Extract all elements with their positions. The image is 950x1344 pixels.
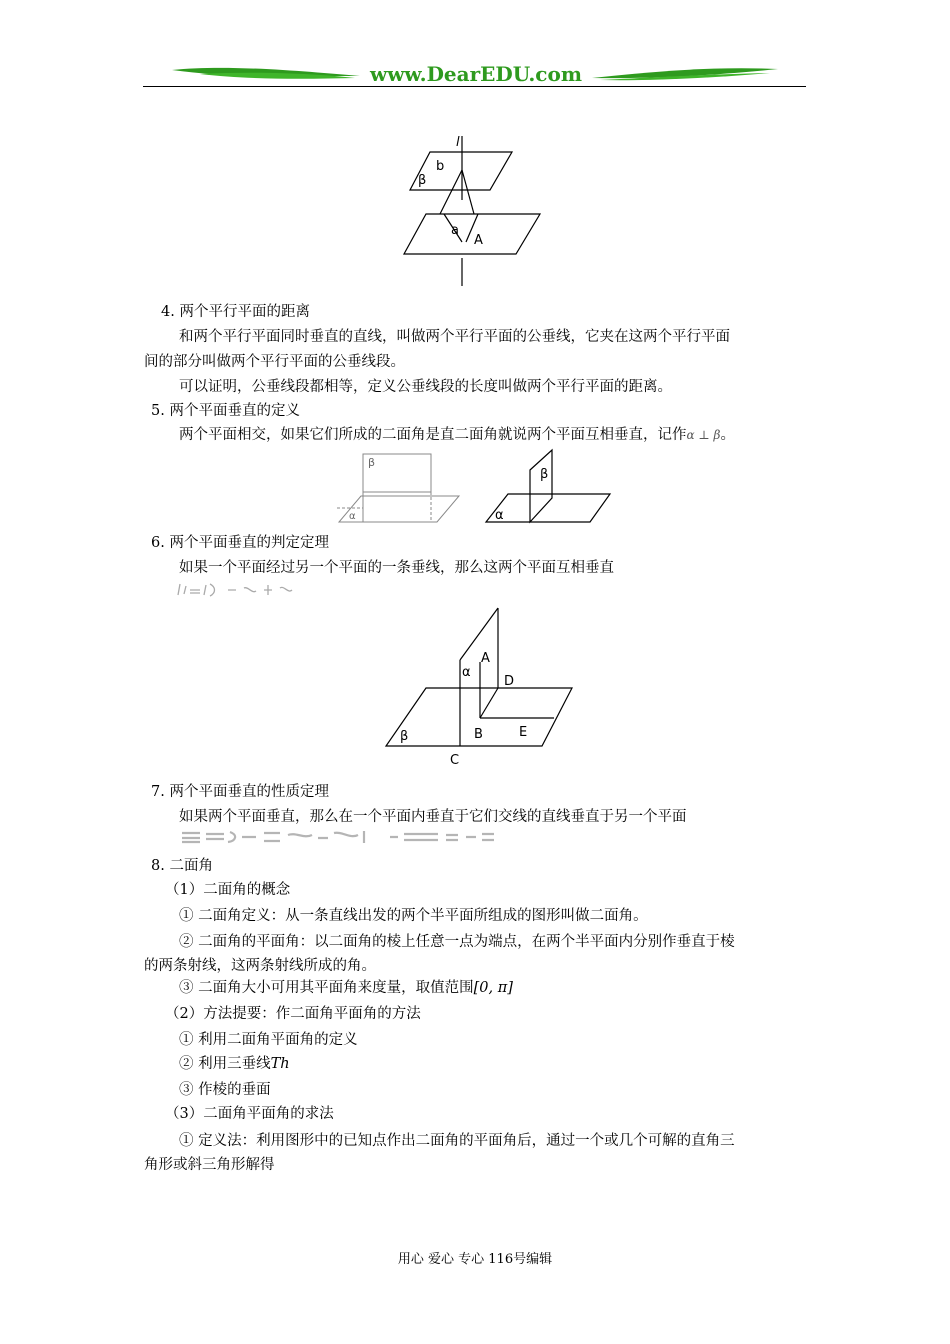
solve-method-1a: ① 定义法：利用图形中的已知点作出二面角的平面角后，通过一个或几个可解的直角三 bbox=[179, 1133, 735, 1149]
method-2-text: ② 利用三垂线 bbox=[179, 1056, 271, 1072]
label-alpha: α bbox=[462, 665, 471, 680]
label-B: B bbox=[474, 727, 483, 742]
theorem-abbrev: Th bbox=[270, 1056, 290, 1072]
section-8-item-2a: ② 二面角的平面角：以二面角的棱上任意一点为端点，在两个半平面内分别作垂直于棱 bbox=[179, 934, 735, 950]
figure-parallel-planes bbox=[398, 130, 548, 290]
section-5-period: 。 bbox=[720, 427, 735, 443]
label-beta: β bbox=[540, 467, 549, 482]
label-beta: β bbox=[368, 456, 376, 469]
label-b: b bbox=[436, 159, 445, 174]
label-A: A bbox=[474, 233, 483, 248]
section-6-title: 6. 两个平面垂直的判定定理 bbox=[151, 535, 329, 551]
figure-perpendicular-planes-2 bbox=[482, 446, 614, 526]
section-7-title: 7. 两个平面垂直的性质定理 bbox=[151, 784, 329, 800]
section-4-title: 4. 两个平行平面的距离 bbox=[161, 304, 310, 320]
section-4-paragraph-1b: 间的部分叫做两个平行平面的公垂线段。 bbox=[144, 354, 405, 370]
plane-alpha-top bbox=[460, 608, 498, 660]
label-E: E bbox=[519, 725, 528, 740]
section-8-item-2b: 的两条射线，这两条射线所成的角。 bbox=[144, 958, 376, 974]
figure-perpendicular-planes-1 bbox=[335, 450, 465, 526]
section-8-title: 8. 二面角 bbox=[151, 858, 213, 874]
label-beta: β bbox=[418, 173, 427, 188]
header-logo bbox=[170, 62, 782, 88]
label-alpha: α bbox=[495, 508, 504, 523]
section-8-subtitle-1: （1）二面角的概念 bbox=[165, 882, 291, 898]
section-8-item-1: ① 二面角定义：从一条直线出发的两个半平面所组成的图形叫做二面角。 bbox=[179, 908, 648, 924]
method-1: ① 利用二面角平面角的定义 bbox=[179, 1032, 358, 1048]
section-6-paragraph: 如果一个平面经过另一个平面的一条垂线，那么这两个平面互相垂直 bbox=[179, 560, 614, 576]
line-DB bbox=[480, 688, 498, 718]
header-rule bbox=[143, 86, 806, 87]
solve-method-1b: 角形或斜三角形解得 bbox=[144, 1157, 275, 1173]
line-b-left bbox=[440, 170, 462, 214]
faded-formula-image-1 bbox=[176, 582, 326, 598]
header-site-name: www.DearEDU.com bbox=[369, 62, 583, 86]
faded-formula-image-2 bbox=[176, 829, 526, 845]
section-8-subtitle-2: （2）方法提要：作二面角平面角的方法 bbox=[165, 1006, 421, 1022]
line-b-right bbox=[462, 170, 474, 214]
label-a: a bbox=[451, 223, 459, 238]
label-D: D bbox=[504, 674, 515, 689]
perpendicular-notation: α ⊥ β bbox=[686, 428, 721, 442]
section-8-item-3 bbox=[179, 978, 513, 998]
section-4-paragraph-1a: 和两个平行平面同时垂直的直线，叫做两个平行平面的公垂线，它夹在这两个平行平面 bbox=[179, 329, 730, 345]
method-2 bbox=[179, 1054, 290, 1074]
section-5-paragraph bbox=[179, 425, 735, 445]
header-swoosh-graphic bbox=[170, 62, 782, 88]
label-alpha: α bbox=[349, 511, 356, 522]
section-5-title: 5. 两个平面垂直的定义 bbox=[151, 403, 300, 419]
plane-beta bbox=[530, 450, 552, 522]
section-8-subtitle-3: （3）二面角平面角的求法 bbox=[165, 1106, 334, 1122]
figure-perpendicular-theorem bbox=[382, 604, 576, 770]
lower-plane-alpha bbox=[404, 214, 540, 254]
plane-alpha bbox=[339, 496, 459, 522]
angle-range: [0, π] bbox=[473, 980, 513, 996]
label-l: l bbox=[456, 135, 460, 150]
section-7-paragraph: 如果两个平面垂直，那么在一个平面内垂直于它们交线的直线垂直于另一个平面 bbox=[179, 809, 687, 825]
section-5-text: 两个平面相交，如果它们所成的二面角是直二面角就说两个平面互相垂直，记作 bbox=[179, 427, 687, 443]
label-beta: β bbox=[400, 729, 409, 744]
label-C: C bbox=[450, 753, 460, 768]
method-3: ③ 作棱的垂面 bbox=[179, 1082, 271, 1098]
label-A: A bbox=[481, 651, 490, 666]
plane-alpha bbox=[486, 494, 610, 522]
page-footer: 用心 爱心 专心 116号编辑 bbox=[397, 1252, 553, 1267]
section-8-item-3-text: ③ 二面角大小可用其平面角来度量，取值范围 bbox=[179, 980, 474, 996]
section-4-paragraph-2: 可以证明，公垂线段都相等，定义公垂线段的长度叫做两个平行平面的距离。 bbox=[179, 379, 672, 395]
